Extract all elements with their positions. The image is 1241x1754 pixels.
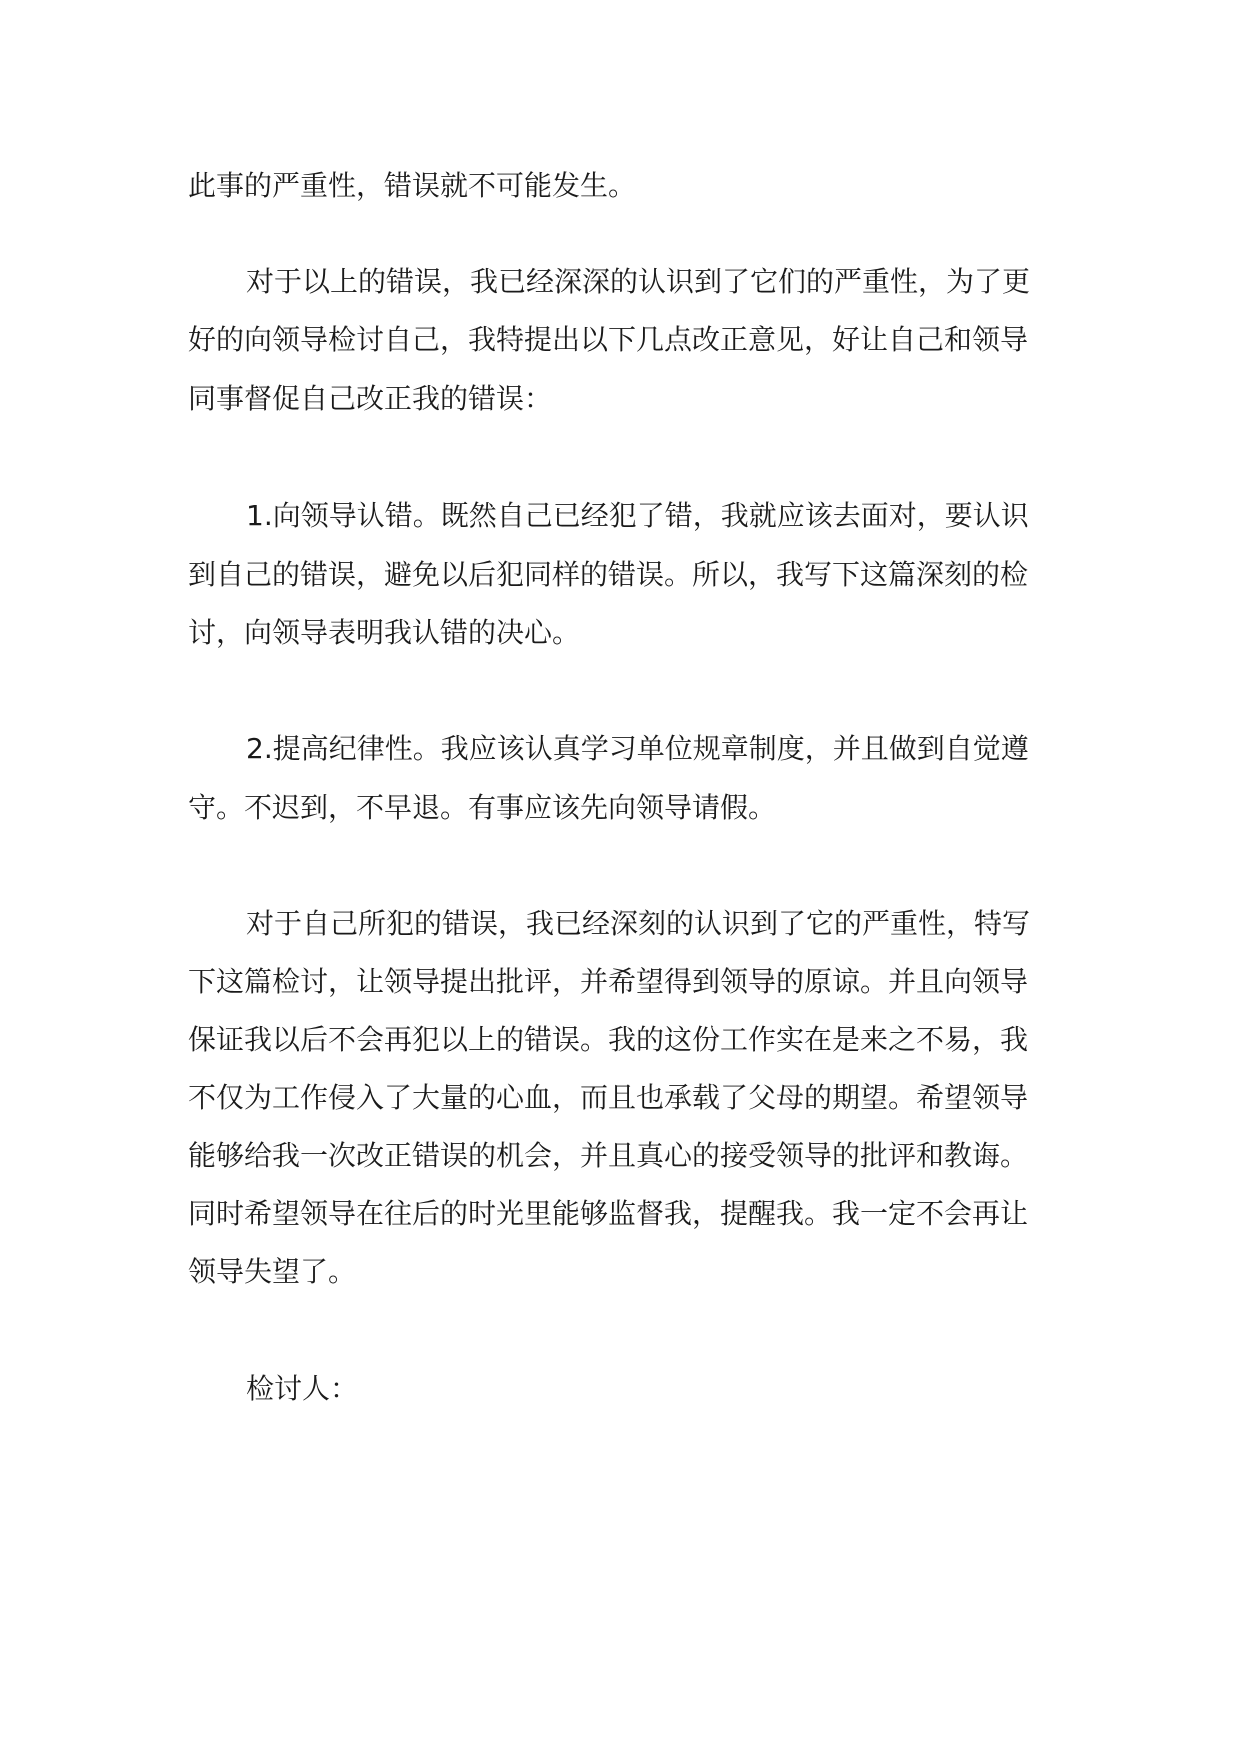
signature-label: 检讨人：: [246, 1372, 359, 1405]
paragraph-continuation-line: 此事的严重性，错误就不可能发生。: [188, 169, 637, 202]
item-1-line: 讨，向领导表明我认错的决心。: [188, 616, 581, 649]
item-2-line: 守。不迟到，不早退。有事应该先向领导请假。: [188, 791, 777, 824]
conclusion-line: 同时希望领导在往后的时光里能够监督我，提醒我。我一定不会再让: [188, 1197, 1029, 1230]
item-2-line: 2.提高纪律性。我应该认真学习单位规章制度，并且做到自觉遵: [246, 732, 1029, 765]
paragraph-1-line: 对于以上的错误，我已经深深的认识到了它们的严重性，为了更: [246, 265, 1031, 298]
item-1-line: 到自己的错误，避免以后犯同样的错误。所以，我写下这篇深刻的检: [188, 558, 1029, 591]
conclusion-line: 领导失望了。: [188, 1255, 357, 1288]
item-1-line: 1.向领导认错。既然自己已经犯了错，我就应该去面对，要认识: [246, 499, 1029, 532]
paragraph-1-line: 同事督促自己改正我的错误：: [188, 382, 553, 415]
conclusion-line: 保证我以后不会再犯以上的错误。我的这份工作实在是来之不易，我: [188, 1023, 1029, 1056]
conclusion-line: 对于自己所犯的错误，我已经深刻的认识到了它的严重性，特写: [246, 907, 1031, 940]
paragraph-1-line: 好的向领导检讨自己，我特提出以下几点改正意见，好让自己和领导: [188, 323, 1029, 356]
conclusion-line: 下这篇检讨，让领导提出批评，并希望得到领导的原谅。并且向领导: [188, 965, 1029, 998]
conclusion-line: 不仅为工作侵入了大量的心血，而且也承载了父母的期望。希望领导: [188, 1081, 1029, 1114]
conclusion-line: 能够给我一次改正错误的机会，并且真心的接受领导的批评和教诲。: [188, 1139, 1029, 1172]
